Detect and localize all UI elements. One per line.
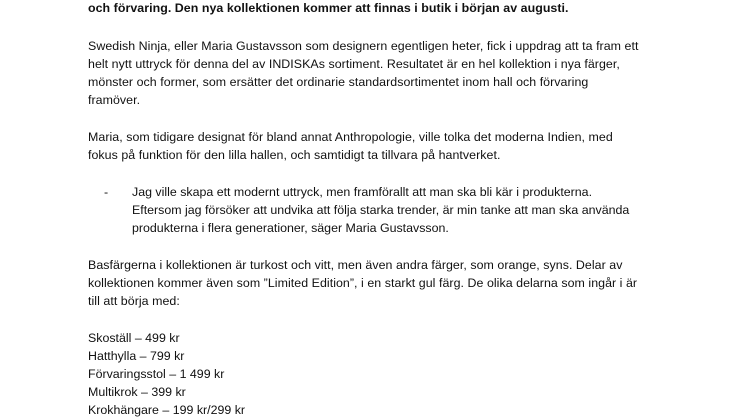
lead-paragraph: och förvaring. Den nya kollektionen kommer att finnas i butik i början av augusti. [88, 1, 569, 15]
price-list-item: Skoställ – 499 kr [88, 331, 180, 345]
inspiration-paragraph-line: fokus på funktion för den lilla hallen, och samtidigt ta tillvara på hantverket. [88, 148, 501, 162]
colors-paragraph-line: kollektionen kommer även som ”Limited Edition”, i en starkt gul färg. De olika delarna som ingår i är [88, 276, 638, 290]
document-content [88, 0, 708, 419]
colors-paragraph-line: till att börja med: [88, 294, 180, 308]
inspiration-paragraph [88, 128, 708, 164]
designer-paragraph-line: mönster och former, som ersätter det ordinarie standardsortimentet inom hall och förvaring [88, 75, 589, 89]
quote-text [132, 183, 708, 237]
price-list-item: Multikrok – 399 kr [88, 385, 186, 399]
price-list-item: Krokhängare – 199 kr/299 kr [88, 403, 246, 417]
quote-line: produkterna i flera generationer, säger Maria Gustavsson. [132, 221, 449, 235]
quote-line: Eftersom jag försöker att undvika att följa starka trender, är min tanke att man ska använda [132, 203, 630, 217]
price-list-item: Hatthylla – 799 kr [88, 349, 185, 363]
designer-paragraph [88, 37, 708, 109]
quote-block [104, 183, 708, 237]
quote-dash: - [104, 185, 109, 199]
colors-paragraph [88, 256, 708, 310]
designer-paragraph-line: framöver. [88, 93, 141, 107]
colors-paragraph-line: Basfärgerna i kollektionen är turkost och vitt, men även andra färger, som orange, syns. Delar av [88, 258, 623, 272]
price-list [88, 329, 708, 419]
designer-paragraph-line: helt nytt uttryck för denna del av INDISKAs sortiment. Resultatet är en hel kollektion i nya färger, [88, 57, 620, 71]
price-list-item: Förvaringsstol – 1 499 kr [88, 367, 225, 381]
inspiration-paragraph-line: Maria, som tidigare designat för bland annat Anthropologie, ville tolka det moderna Indien, med [88, 130, 613, 144]
designer-paragraph-line: Swedish Ninja, eller Maria Gustavsson som designern egentligen heter, fick i uppdrag att ta fram ett [88, 39, 639, 53]
quote-line: Jag ville skapa ett modernt uttryck, men framförallt att man ska bli kär i produkterna. [132, 185, 593, 199]
